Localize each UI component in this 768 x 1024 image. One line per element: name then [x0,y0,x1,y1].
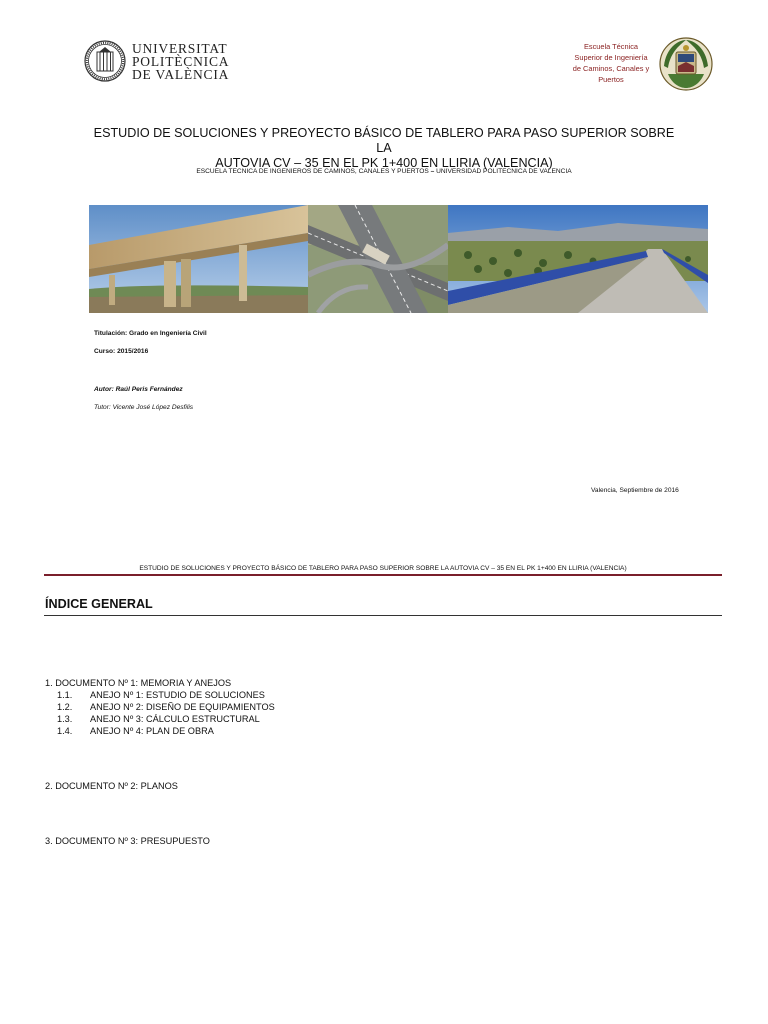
title-line-1: ESTUDIO DE SOLUCIONES Y PREOYECTO BÁSICO DE TABLERO PARA PASO SUPERIOR SOBRE LA [93,126,675,155]
document-title [90,126,678,171]
tutor-label: Tutor: Vicente José López Desfilis [94,404,194,411]
toc-number: 1.4. [57,726,73,736]
toc-number: 1.2. [57,702,73,712]
toc-label: ANEJO Nº 4: PLAN DE OBRA [90,726,214,736]
upv-seal-icon [84,40,126,82]
toc-label: DOCUMENTO Nº 1: MEMORIA Y ANEJOS [55,678,232,688]
toc-number: 1.1. [57,690,73,700]
toc-number: 3. [45,836,53,846]
author-label: Autor: Raúl Peris Fernández [94,386,183,393]
subtitle-university: UNIVERSIDAD POLITECNICA DE VALENCIA [434,168,572,175]
index-heading: ÍNDICE GENERAL [45,597,153,611]
toc-label: DOCUMENTO Nº 2: PLANOS [55,781,178,791]
running-header: ESTUDIO DE SOLUCIONES Y PROYECTO BÁSICO DE TABLERO PARA PASO SUPERIOR SOBRE LA AUTOVIA CV – 35 EN EL PK 1+400 EN LLIRIA (VALENCIA) [139,565,627,572]
school-subtitle [90,168,678,175]
toc-label: ANEJO Nº 3: CÁLCULO ESTRUCTURAL [90,714,260,724]
school-line: de Caminos, Canales y [572,64,650,73]
toc-item-2[interactable] [45,781,178,791]
etsi-seal-icon [658,36,714,92]
university-line: DE VALÈNCIA [132,66,230,82]
toc-label: ANEJO Nº 1: ESTUDIO DE SOLUCIONES [90,690,265,700]
university-name [132,42,229,81]
university-line: UNIVERSITAT [132,40,228,56]
toc-label: ANEJO Nº 2: DISEÑO DE EQUIPAMIENTOS [90,702,275,712]
title-line-2: AUTOVIA CV – 35 EN EL PK 1+400 EN LLIRIA (VALENCIA) [215,156,553,170]
toc-number: 1. [45,678,53,688]
toc-number: 1.3. [57,714,73,724]
bridge-underside-photo [89,205,308,313]
road-guardrail-photo [448,205,708,313]
toc-item-1-1[interactable] [57,690,265,700]
school-logo [568,36,714,92]
toc-item-1-3[interactable] [57,714,260,724]
toc-item-1-2[interactable] [57,702,275,712]
cover-photo-strip [89,205,708,313]
toc-item-1-4[interactable] [57,726,214,736]
degree-label: Titulación: Grado en Ingeniería Civil [94,330,207,337]
date-label: Valencia, Septiembre de 2016 [591,487,679,494]
school-line: Puertos [598,74,624,84]
heading-divider [44,615,722,616]
toc-label: DOCUMENTO Nº 3: PRESUPUESTO [55,836,210,846]
aerial-interchange-photo [308,205,448,313]
toc-item-1[interactable] [45,678,231,688]
university-line: POLITÈCNICA [132,53,230,69]
subtitle-school: ESCUELA TECNICA DE INGENIEROS DE CAMINOS, CANALES Y PUERTOS [196,168,431,175]
course-label: Curso: 2015/2016 [94,348,149,355]
header-divider [44,574,722,576]
school-line: Escuela Técnica [583,42,639,52]
toc-item-3[interactable] [45,836,210,846]
university-logo [84,40,229,82]
school-name [568,42,654,85]
school-line: Superior de Ingeniería [574,53,648,63]
toc-number: 2. [45,781,53,791]
subtitle-dash: – [430,168,435,175]
